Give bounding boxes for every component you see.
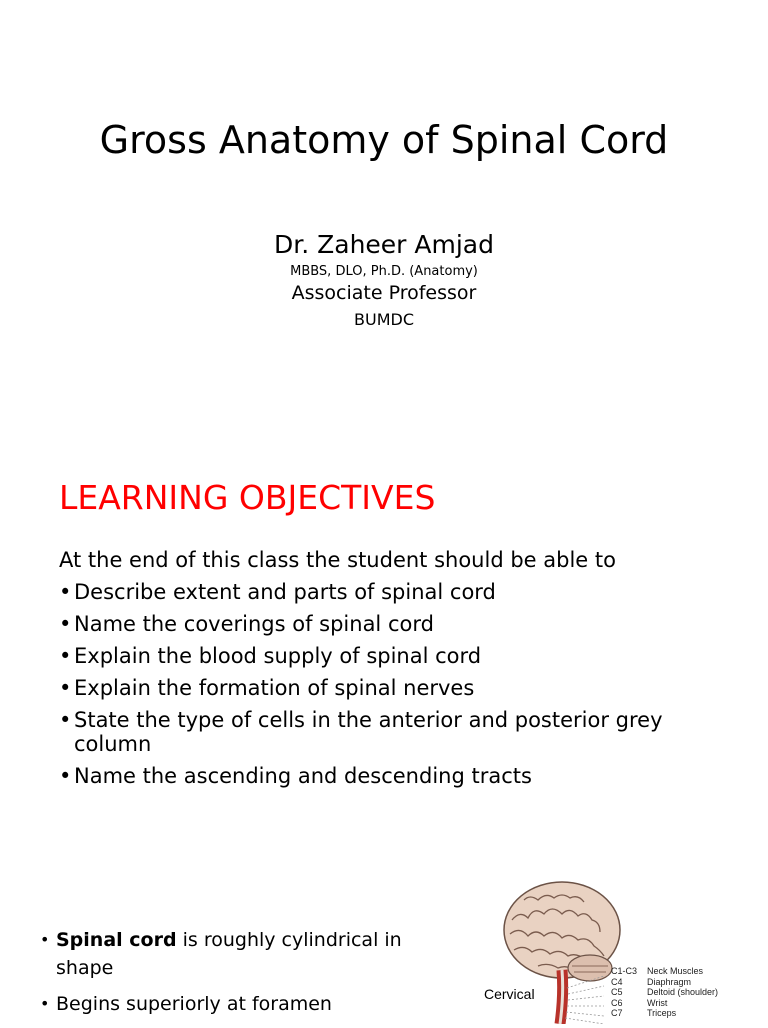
objectives-intro: At the end of this class the student should be able to xyxy=(59,548,616,572)
segment-muscle: Diaphragm xyxy=(647,976,692,987)
title-slide xyxy=(0,0,768,420)
segment-muscle: Neck Muscles xyxy=(647,966,704,976)
objective-item: • Describe extent and parts of spinal cord xyxy=(59,580,719,604)
segment-row xyxy=(611,977,718,988)
author-position: Associate Professor xyxy=(291,282,477,304)
cervical-label: Cervical xyxy=(484,986,535,1002)
presentation-title: Gross Anatomy of Spinal Cord xyxy=(99,118,669,162)
bullet-item xyxy=(40,926,440,982)
segment-code: C6 xyxy=(611,997,623,1008)
segment-row xyxy=(611,966,718,977)
segment-table xyxy=(611,966,718,1019)
bullet-item xyxy=(40,990,440,1018)
objectives-slide xyxy=(0,440,768,860)
segment-muscle: Wrist xyxy=(647,997,668,1008)
segment-code: C4 xyxy=(611,976,623,987)
segment-code: C1-C3 xyxy=(611,966,638,976)
segment-muscle: Triceps xyxy=(647,1008,677,1018)
segment-row xyxy=(611,1008,718,1019)
author-institution: BUMDC xyxy=(354,310,414,329)
author-degrees: MBBS, DLO, Ph.D. (Anatomy) xyxy=(290,264,478,279)
segment-row xyxy=(611,987,718,998)
bullet-text: Begins superiorly at foramen xyxy=(56,993,332,1015)
segment-muscle: Deltoid (shoulder) xyxy=(647,987,719,997)
objective-item: • Name the ascending and descending tracts xyxy=(59,764,719,788)
objective-item: • Name the coverings of spinal cord xyxy=(59,612,719,636)
brain-spinal-cord-figure xyxy=(478,870,768,1024)
author-name: Dr. Zaheer Amjad xyxy=(274,230,494,259)
objectives-list xyxy=(59,580,719,796)
segment-code: C5 xyxy=(611,987,623,997)
segment-row xyxy=(611,998,718,1009)
spinal-cord-slide xyxy=(0,870,768,1024)
bullet-text: is roughly cylindrical in shape xyxy=(56,929,402,979)
bullet-bold-term: Spinal cord xyxy=(56,929,177,951)
segment-code: C7 xyxy=(611,1008,623,1018)
objective-item: • State the type of cells in the anterior and posterior grey column xyxy=(59,708,719,756)
spinal-cord-bullets xyxy=(40,926,440,1026)
objective-item: • Explain the formation of spinal nerves xyxy=(59,676,719,700)
objective-item: • Explain the blood supply of spinal cord xyxy=(59,644,719,668)
objectives-heading: LEARNING OBJECTIVES xyxy=(59,478,436,517)
